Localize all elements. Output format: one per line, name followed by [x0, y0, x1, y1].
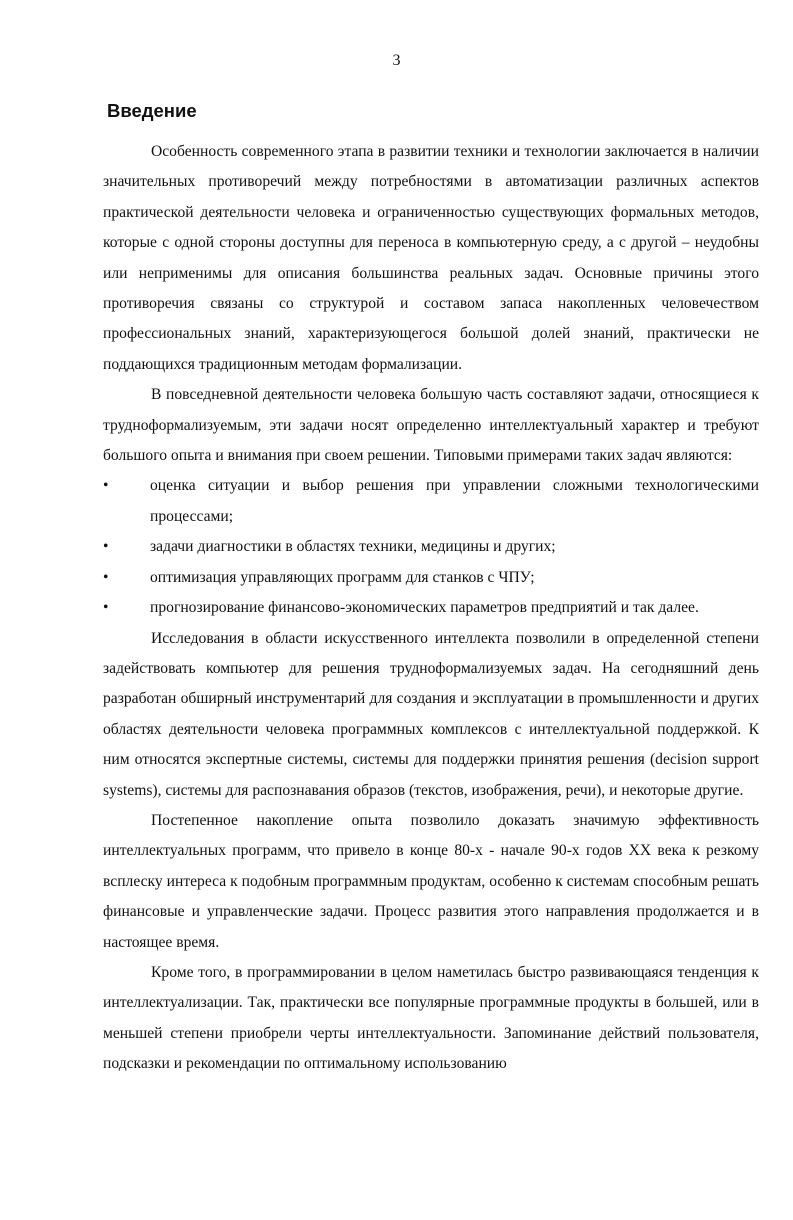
list-item [103, 563, 759, 593]
paragraph-1: Особенность современного этапа в развитии техники и технологии заключается в наличии значительных противоречий между потребностями в автоматизации различных аспектов практической деятельности человека и ограниченностью существующих формальных методов, которые с одной стороны доступны для переноса в компьютерную среду, а с другой – неудобны или неприменимы для описания большинства реальных задач. Основные причины этого противоречия связаны со структурой и составом запаса накопленных человечеством профессиональных знаний, характеризующегося большой долей знаний, практически не поддающихся традиционным методам формализации. [103, 143, 759, 373]
list-item [103, 532, 759, 562]
list-item-text: прогнозирование финансово-экономических параметров предприятий и так далее. [150, 599, 699, 617]
paragraph-3: Исследования в области искусственного интеллекта позволили в определенной степени задействовать компьютер для решения трудноформализуемых задач. На сегодняшний день разработан обширный инструментарий для создания и эксплуатации в промышленности и других областях деятельности человека программных комплексов с интеллектуальной поддержкой. К ним относятся экспертные системы, системы для поддержки принятия решения (decision support systems), системы для распознавания образов (текстов, изображения, речи), и некоторые другие. [103, 629, 759, 799]
paragraph-4: Постепенное накопление опыта позволило доказать значимую эффективность интеллектуальных программ, что привело в конце 80-х - начале 90-х годов XX века к резкому всплеску интереса к подобным программным продуктам, особенно к системам способным решать финансовые и управленческие задачи. Процесс развития этого направления продолжается и в настоящее время. [103, 811, 759, 951]
list-item-text: оптимизация управляющих программ для станков с ЧПУ; [150, 568, 535, 586]
paragraph-2: В повседневной деятельности человека большую часть составляют задачи, относящиеся к трудноформализуемым, эти задачи носят определенно интеллектуальный характер и требуют большого опыта и внимания при своем решении. Типовыми примерами таких задач являются: [103, 386, 759, 465]
bullet-icon: • [103, 568, 109, 586]
bullet-icon: • [103, 538, 109, 556]
list-item [103, 471, 759, 532]
document-body [103, 137, 759, 1080]
paragraph-5: Кроме того, в программировании в целом наметилась быстро развивающаяся тенденция к интеллектуализации. Так, практически все популярные программные продукты в большей, или в меньшей степени приобрели черты интеллектуальности. Запоминание действий пользователя, подсказки и рекомендации по оптимальному использованию [103, 963, 759, 1073]
list-item-text: задачи диагностики в областях техники, медицины и других; [150, 538, 556, 556]
list-item [103, 593, 759, 623]
bullet-icon: • [103, 477, 109, 495]
task-examples-list [103, 471, 759, 623]
list-item-text: оценка ситуации и выбор решения при управлении сложными технологическими процессами; [150, 477, 759, 525]
bullet-icon: • [103, 599, 109, 617]
page-number: 3 [392, 52, 401, 69]
section-heading: Введение [107, 100, 197, 121]
